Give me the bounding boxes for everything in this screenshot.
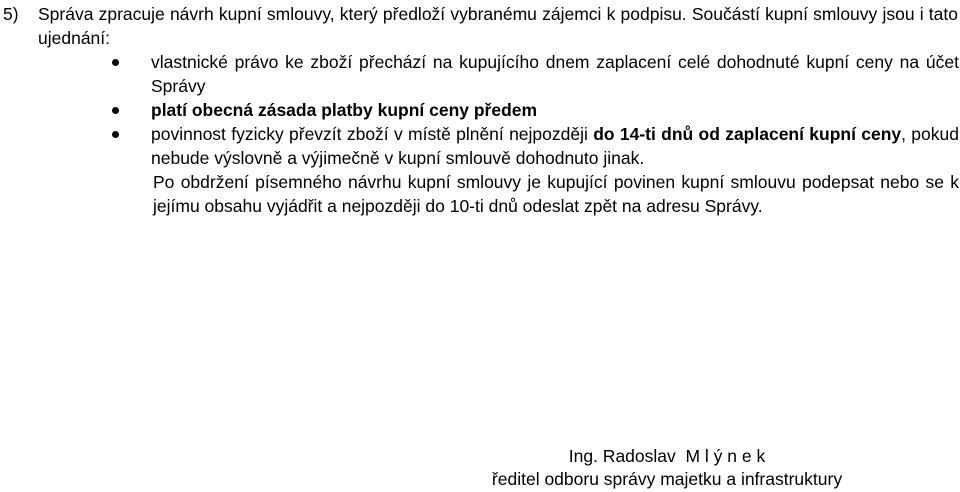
closing-paragraph: Po obdržení písemného návrhu kupní smlouvy je kupující povinen kupní smlouvu podepsat nebo se k jejímu obsahu vyjádřit a nejpozději do 10-ti dnů odeslat zpět na adresu Správy.: [153, 172, 959, 216]
signature-name: Ing. Radoslav M l ý n e k: [568, 446, 766, 466]
bullet-text: vlastnické právo ke zboží přechází na kupujícího dnem zaplacení celé dohodnuté kupní ceny na účet Správy: [151, 52, 959, 96]
bullet-text-bold: do 14-ti dnů od zaplacení kupní ceny: [593, 124, 902, 144]
bullet-item-pickup: [111, 122, 959, 170]
bullet-icon: [112, 131, 119, 138]
bullet-item-prepayment: [111, 98, 959, 122]
bullet-icon: [112, 107, 119, 114]
bullet-text-plain: povinnost fyzicky převzít zboží v místě plnění nejpozději: [151, 124, 594, 144]
bullet-text: platí obecná zásada platby kupní ceny předem: [151, 100, 538, 120]
signature-role: ředitel odboru správy majetku a infrastruktury: [491, 469, 843, 489]
bullet-text-plain-end: , pokud nebude výslovně a výjimečně v kupní smlouvě dohodnuto jinak.: [151, 124, 959, 168]
section-number: 5): [3, 4, 19, 24]
bullet-icon: [112, 59, 119, 66]
bullet-list: [111, 50, 959, 170]
bullet-item-ownership: [111, 50, 959, 98]
section-intro: Správa zpracuje návrh kupní smlouvy, který předloží vybranému zájemci k podpisu. Součástí kupní smlouvy jsou i tato ujednání:: [38, 4, 958, 48]
